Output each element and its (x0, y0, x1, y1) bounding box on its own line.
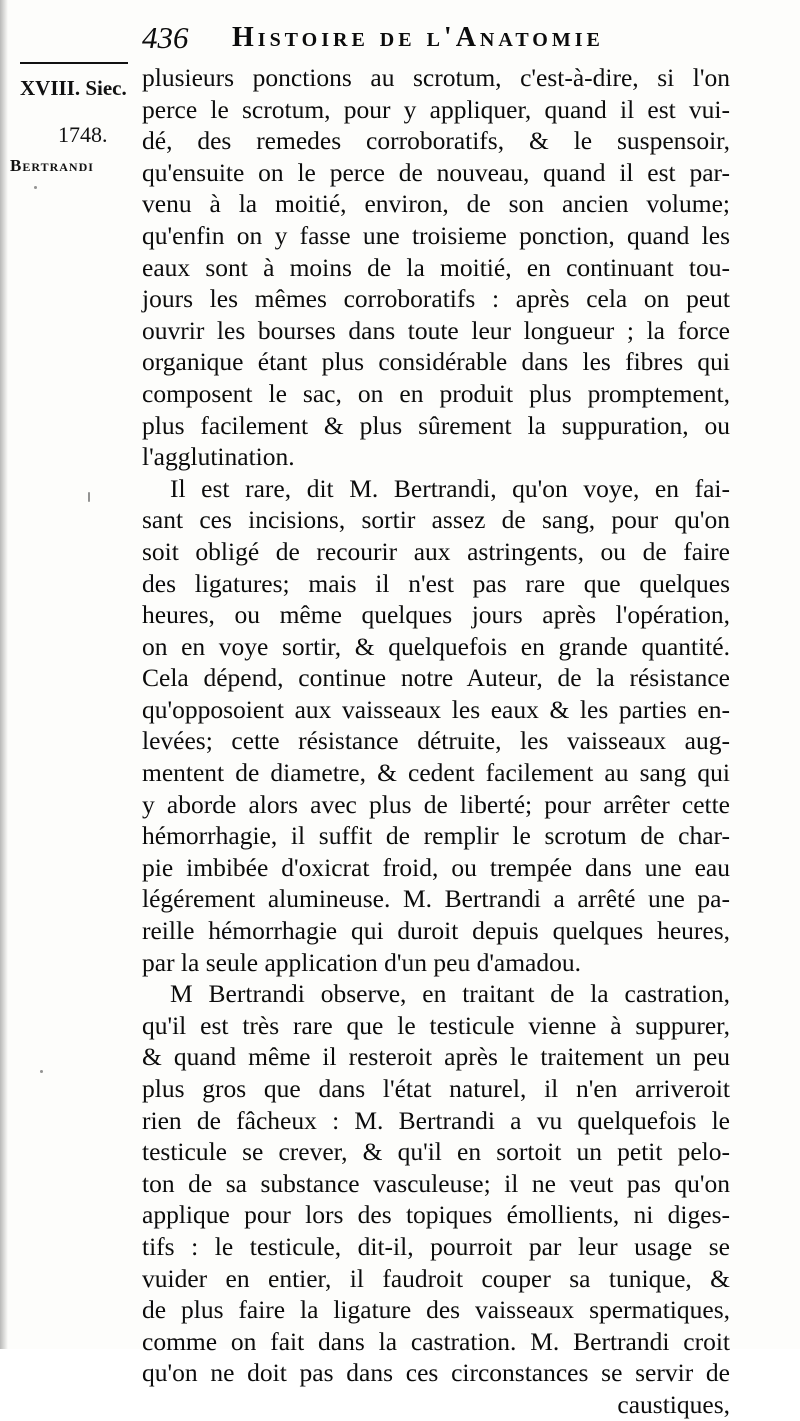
body-text (142, 62, 730, 1421)
text-line: des ligatures; mais il n'est pas rare que quelques (142, 568, 730, 598)
text-line: dé, des remedes corroboratifs, & le suspensoir, (142, 126, 730, 156)
text-line: pie imbibée d'oxicrat froid, ou trempée dans une eau (142, 852, 730, 882)
margin-note-century: XVIII. Siec. (20, 76, 127, 100)
text-line: eaux sont à moins de la moitié, en continuant tou- (142, 252, 730, 282)
text-line: sant ces incisions, sortir assez de sang, pour qu'on (142, 505, 730, 535)
text-line: heures, ou même quelques jours après l'opération, (142, 600, 730, 630)
text-line: comme on fait dans la castration. M. Bertrandi croit (142, 1326, 730, 1356)
text-line: plus gros que dans l'état naturel, il n'en arriveroit (142, 1074, 730, 1103)
text-line: reille hémorrhagie qui duroit depuis quelques heures, (142, 916, 730, 946)
text-line: qu'ensuite on le perce de nouveau, quand il est par- (142, 157, 730, 187)
margin-note-year: 1748. (58, 122, 108, 147)
text-line: y aborde alors avec plus de liberté; pour arrêter cette (142, 789, 730, 819)
scan-edge-shadow (0, 0, 8, 1349)
text-line: Il est rare, dit M. Bertrandi, qu'on voye, en fai- (170, 473, 730, 503)
text-line: qu'enfin on y fasse une troisieme ponction, quand les (142, 220, 730, 250)
ink-speck (40, 1070, 43, 1073)
text-line: l'agglutination. (142, 442, 295, 472)
text-line: rien de fâcheux : M. Bertrandi a vu quelquefois le (142, 1105, 730, 1135)
ink-speck (88, 492, 90, 502)
text-line: Cela dépend, continue notre Auteur, de la résistance (142, 663, 730, 693)
text-line: levées; cette résistance détruite, les vaisseaux aug- (142, 726, 730, 756)
text-line: plusieurs ponctions au scrotum, c'est-à-dire, si l'on (142, 63, 730, 92)
text-line: plus facilement & plus sûrement la suppuration, ou (142, 410, 730, 440)
text-line: ouvrir les bourses dans toute leur longueur ; la force (142, 315, 730, 345)
text-line: hémorrhagie, il suffit de remplir le scrotum de char- (142, 821, 730, 851)
text-line: tifs : le testicule, dit-il, pourroit par leur usage se (142, 1231, 730, 1261)
text-line: caustiques, (617, 1389, 730, 1419)
ink-speck (34, 186, 37, 189)
text-line: qu'on ne doit pas dans ces circonstances se servir de (142, 1358, 730, 1388)
running-head: Histoire de l'Anatomie (232, 22, 604, 53)
text-line: applique pour lors des topiques émollients, ni diges- (142, 1200, 730, 1230)
text-line: de plus faire la ligature des vaisseaux spermatiques, (142, 1295, 730, 1325)
text-line: mentent de diametre, & cedent facilement au sang qui (142, 758, 730, 788)
margin-note-author: Bertrandi (10, 156, 94, 175)
text-line: organique étant plus considérable dans les fibres qui (142, 347, 730, 377)
page-header (142, 20, 732, 60)
text-line: on en voye sortir, & quelquefois en grande quantité. (142, 631, 730, 661)
text-line: & quand même il resteroit après le traitement un peu (142, 1042, 730, 1072)
text-line: qu'il est très rare que le testicule vienne à suppurer, (142, 1010, 730, 1040)
text-line: testicule se crever, & qu'il en sortoit un petit pelo- (142, 1137, 730, 1167)
text-line: perce le scrotum, pour y appliquer, quand il est vui- (142, 94, 730, 124)
text-line: ton de sa substance vasculeuse; il ne veut pas qu'on (142, 1168, 730, 1198)
text-line: vuider en entier, il faudroit couper sa tunique, & (142, 1263, 730, 1293)
text-line: composent le sac, on en produit plus promptement, (142, 378, 730, 408)
page-number: 436 (142, 20, 189, 55)
margin-rule (20, 62, 128, 64)
text-line: venu à la moitié, environ, de son ancien volume; (142, 189, 730, 219)
text-line: jours les mêmes corroboratifs : après cela on peut (142, 284, 730, 314)
text-line: qu'opposoient aux vaisseaux les eaux & les parties en- (142, 694, 730, 724)
text-line: M Bertrandi observe, en traitant de la castration, (170, 979, 730, 1009)
text-line: soit obligé de recourir aux astringents, ou de faire (142, 536, 730, 566)
text-line: par la seule application d'un peu d'amadou. (142, 947, 582, 977)
text-line: légérement alumineuse. M. Bertrandi a arrêté une pa- (142, 884, 730, 914)
